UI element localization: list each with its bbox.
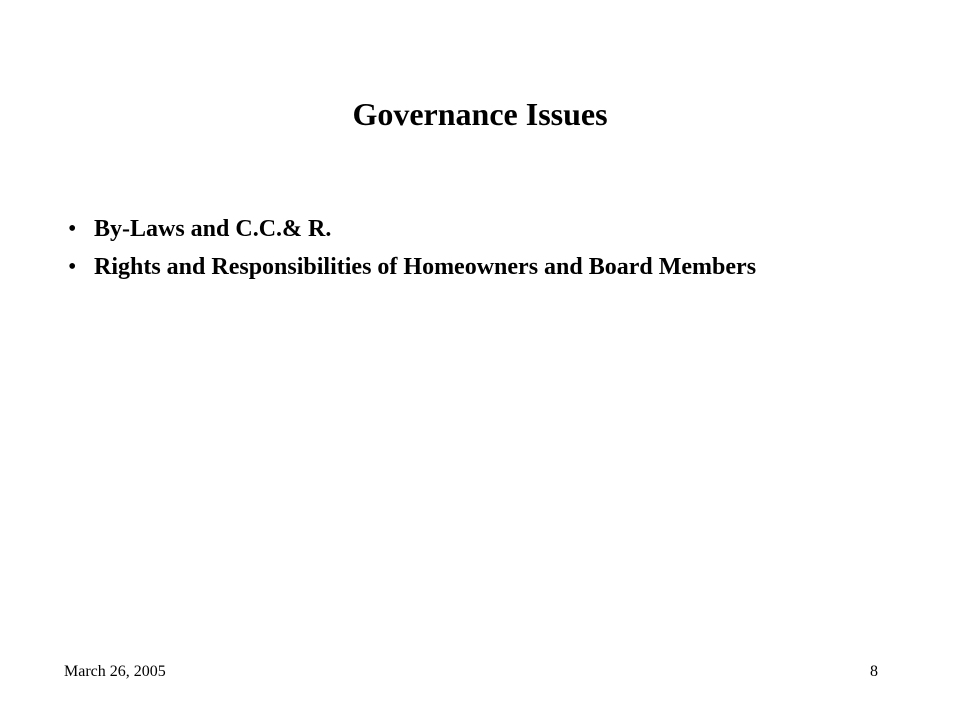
bullet-marker: • — [68, 254, 77, 280]
bullet-list — [68, 210, 888, 286]
bullet-item — [68, 210, 888, 248]
page-number: 8 — [870, 663, 878, 680]
slide-title: Governance Issues — [352, 96, 608, 132]
bullet-item — [68, 248, 888, 286]
bullet-text: Rights and Responsibilities of Homeowners and Board Members — [94, 254, 757, 280]
footer-date: March 26, 2005 — [64, 663, 166, 680]
bullet-text: By-Laws and C.C.& R. — [94, 216, 332, 242]
bullet-marker: • — [68, 216, 77, 242]
